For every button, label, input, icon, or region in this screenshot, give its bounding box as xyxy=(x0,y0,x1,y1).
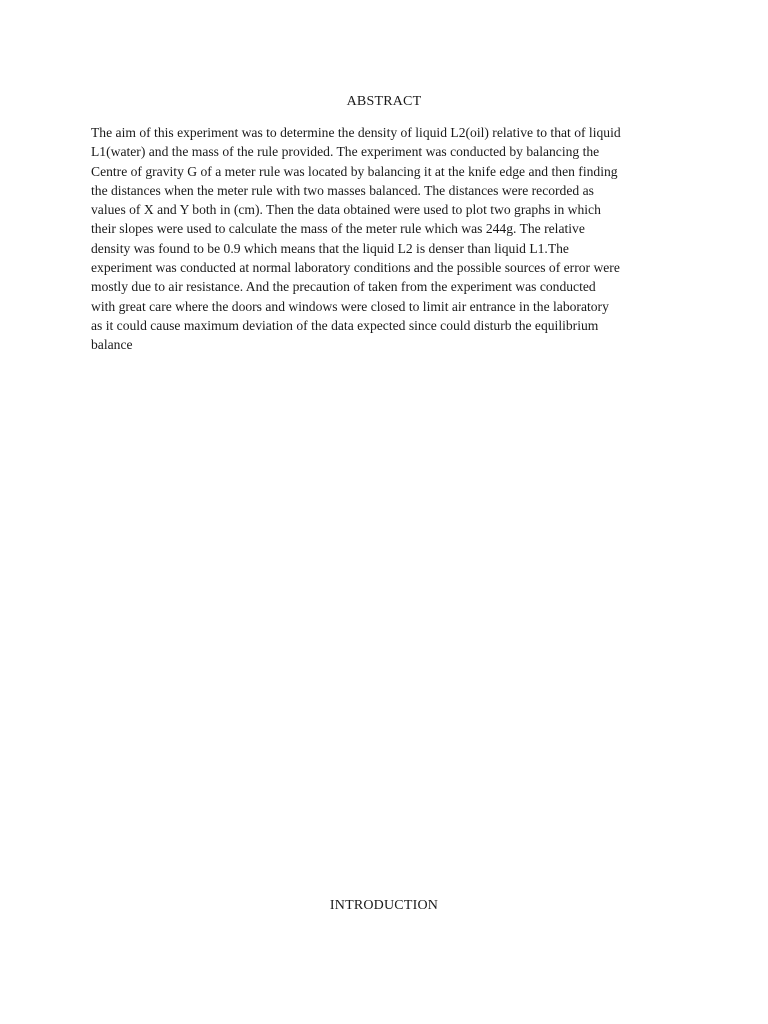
abstract-line: with great care where the doors and windows were closed to limit air entrance in the laboratory xyxy=(91,298,609,314)
introduction-heading: INTRODUCTION xyxy=(329,898,439,913)
abstract-line: the distances when the meter rule with two masses balanced. The distances were recorded as xyxy=(91,182,594,198)
abstract-paragraph xyxy=(91,123,681,355)
abstract-heading: ABSTRACT xyxy=(346,94,422,109)
abstract-line: their slopes were used to calculate the mass of the meter rule which was 244g. The relative xyxy=(91,221,585,237)
abstract-line: density was found to be 0.9 which means that the liquid L2 is denser than liquid L1.The xyxy=(91,240,569,256)
abstract-line: values of X and Y both in (cm). Then the data obtained were used to plot two graphs in which xyxy=(91,202,601,218)
abstract-line: mostly due to air resistance. And the precaution of taken from the experiment was conducted xyxy=(91,279,596,295)
abstract-line: experiment was conducted at normal laboratory conditions and the possible sources of error were xyxy=(91,260,620,276)
abstract-line: L1(water) and the mass of the rule provided. The experiment was conducted by balancing the xyxy=(91,144,600,160)
abstract-line: balance xyxy=(91,337,133,353)
abstract-line: Centre of gravity G of a meter rule was located by balancing it at the knife edge and then finding xyxy=(91,163,618,179)
abstract-line: as it could cause maximum deviation of the data expected since could disturb the equilibrium xyxy=(91,317,599,333)
abstract-line: The aim of this experiment was to determine the density of liquid L2(oil) relative to that of liquid xyxy=(91,125,621,140)
